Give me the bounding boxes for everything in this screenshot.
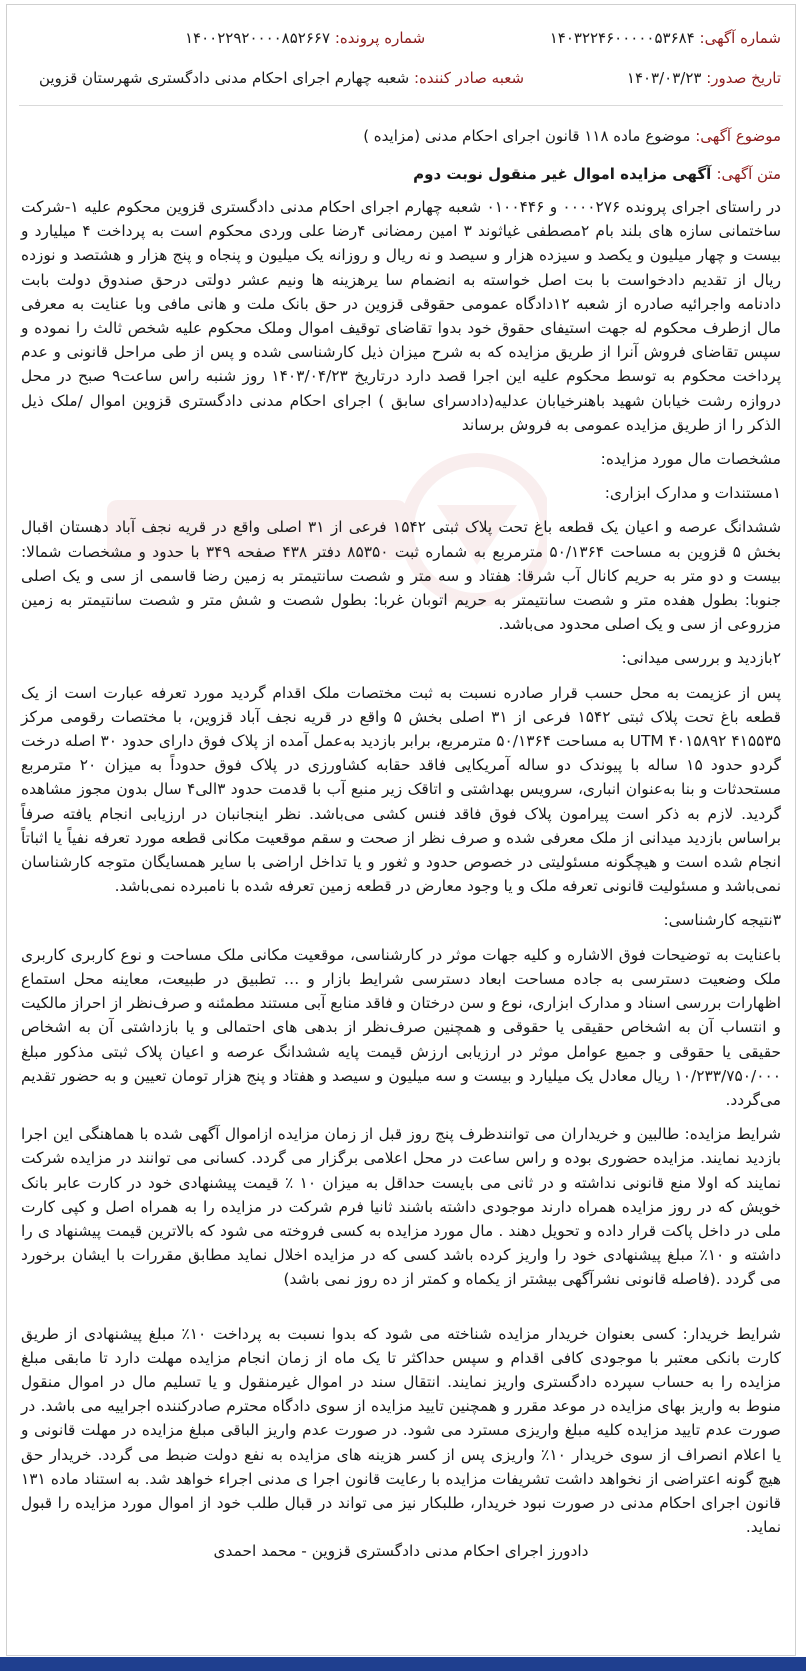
visit-paragraph: پس از عزیمت به محل حسب قرار صادره نسبت به ثبت مختصات ملک اقدام گردید مورد تعرفه عبارت است از یک قطعه باغ تحت پلاک ثبتی ۱۵۴۲ فرعی از ۳۱ اصلی بخش ۵ واقع در قریه نجف آباد قزوین، با مختصات رقومی مرکز ۴۱۵۵۳۵ UTM ۴۰۱۵۸۹۲ به مساحت ۵۰/۱۳۶۴ مترمربع، برابر بازدید به‌عمل آمده از پلاک فوق دارای حدود ۳۰ اصله درخت گردو حدود ۱۵ ساله با پیوندک دو ساله آمریکایی فاقد حقابه کشاورزی در پلاک فوق حدوداً به میزان ۲۰ مترمربع مستحدثات و بنا به‌عنوان انباری، سرویس بهداشتی و اتاقک زیر منبع آب با قدمت حدود ۳الی۴ سال بدون مجوز مشاهده گردید. لازم به ذکر است پیرامون پلاک فوق فاقد فنس کشی می‌باشد. نظر اینجانبان در ارزیابی انجام یافته صرفاً براساس بازدید میدانی از ملک معرفی شده و صرف نظر از صحت و سقم موقعیت مکانی قطعه مورد تعرفه نفیاً یا اثباتاً انجام شده است و هیچگونه مسئولیتی در خصوص حدود و ثغور و یا تداخل اراضی با سایر همسایگان متوجه کارشناسان نمی‌باشد و مسئولیت قانونی تعرفه ملک و یا وجود معارض در قطعه زمین تعرفه شده با نامبرده نمی‌باشد. — [21, 683, 782, 896]
docs-heading: ۱مستندات و مدارک ابزاری: — [604, 484, 781, 503]
visit-heading: ۲بازدید و بررسی میدانی: — [621, 649, 781, 668]
auction-terms-paragraph: شرایط مزایده: طالبین و خریداران می توانندظرف پنج روز قبل از زمان مزایده ازاموال آگهی شده با هماهنگی این اجرا بازدید نمایند. مزایده حضوری بوده و راس ساعت در محل اعلامی برگزار می گردد. کسانی می توانند در مزایده شرکت نمایند که اولا منع قانونی نداشته و در ثانی می بایست حداقل به میزان ۱۰ ٪ قیمت پیشنهادی خود در کارت عابر بانک خویش که در روز مزایده همراه دارند موجودی داشته باشند ثانیا فرم شرکت در مزایده را به همراه اصل و کپی کارت ملی در داخل پاکت قرار داده و تحویل دهند . مال مورد مزایده به کسی فروخته می شود که بالاترین قیمت پیشنهاد ی را داشته و ۱۰٪ مبلغ پیشنهادی خود را واریز کرده باشد کسی که در مزایده اخلال نماید مطابق مقررات با ایشان برخورد می گردد .(فاصله قانونی نشرآگهی بیشتر از یکماه و کمتر از ده روز نمی باشد) — [21, 1125, 782, 1289]
notice-number-label: شماره آگهی: — [699, 29, 781, 47]
docs-paragraph: ششدانگ عرصه و اعیان یک قطعه باغ تحت پلاک ثبتی ۱۵۴۲ فرعی از ۳۱ اصلی واقع در قریه نجف آباد دهستان اقبال بخش ۵ قزوین به مساحت ۵۰/۱۳۶۴ مترمربع به شماره ثبت ۸۵۳۵۰ دفتر ۴۳۸ صفحه ۳۴۹ با حدود و مشخصات شمالا: بیست و دو متر به حریم کانال آب شرقا: هفتاد و سه متر و شصت سانتیمتر به زمین رضا قاسمی از سی و یک اصلی جنوبا: بطول هفده متر و شصت سانتیمتر به حریم اتوبان غربا: بطول شصت و شش متر و شصت سانتیمتر به زمین مزروعی از سی و یک اصلی محدود می‌باشد. — [21, 518, 782, 634]
notice-text-heading — [413, 165, 781, 183]
subject-value: موضوع ماده ۱۱۸ قانون اجرای احکام مدنی (مزایده ) — [363, 127, 691, 145]
signature-line: دادورز اجرای احکام مدنی دادگستری قزوین - محمد احمدی — [213, 1542, 589, 1561]
issue-date-value: ۱۴۰۳/۰۳/۲۳ — [626, 69, 702, 87]
notice-body — [21, 195, 781, 1564]
case-number-label: شماره پرونده: — [334, 29, 426, 47]
issuer-field — [39, 69, 524, 87]
notice-frame — [6, 4, 796, 1656]
text-label: متن آگهی: — [716, 165, 781, 183]
case-number-value: ۱۴۰۰۲۲۹۲۰۰۰۰۸۵۲۶۶۷ — [185, 29, 331, 47]
issuer-label: شعبه صادر کننده: — [413, 69, 525, 87]
notice-number-value: ۱۴۰۳۲۲۴۶۰۰۰۰۰۵۳۶۸۴ — [549, 29, 695, 47]
intro-paragraph: در راستای اجرای پرونده ۰۰۰۰۲۷۶ و ۰۱۰۰۴۴۶ شعبه چهارم اجرای احکام مدنی دادگستری قزوین محکوم علیه ۱-شرکت ساختمانی سازه های بلند بام ۲مصطفی غیاثوند ۳ امین رمضانی ۴رضا علی وردی محکوم است به پرداخت ۴ میلیارد و بیست و چهار میلیون و یکصد و سیزده هزار و سیصد و نه ریال و روزانه یک میلیون و پنجاه و پنج هزار و هشتصد و نوزده ریال از تقدیم دادخواست با بت اصل خواسته به انضمام سا یرهزینه ها ونیم عشر دولتی درحق صندوق دولت بابت دادنامه واجرائیه صادره از شعبه ۱۲دادگاه عمومی حقوقی قزوین در حق بانک ملت و هانی مافی وبا عنایت به معرفی مال ازطرف محکوم له جهت استیفای حقوق خود بدوا تقاضای توقیف اموال وملک محکوم علیه شخص ثالث را نموده و سپس تقاضای فروش آنرا از طریق مزایده که به شرح میزان ذیل کارشناسی شده و پس از طی مراحل قانونی و عدم پرداخت محکوم به توسط محکوم علیه این اجرا قصد دارد درتاریخ ۱۴۰۳/۰۴/۲۳ روز شنبه راس ساعت۹ صبح در محل دروازه رشت خیابان شهید باهنرخیابان عدلیه(دادسرای سابق ) اجرای احکام مدنی دادگستری قزوین اموال /ملک ذیل الذکر را از طریق مزایده عمومی به فروش برساند — [21, 198, 781, 434]
notice-title: آگهی مزایده اموال غیر منقول نوبت دوم — [413, 165, 712, 183]
buyer-terms-paragraph: شرایط خریدار: کسی بعنوان خریدار مزایده شناخته می شود که بدوا نسبت به پرداخت ۱۰٪ مبلغ پیشنهادی از طریق کارت بانکی معتبر با موجودی کافی اقدام و سپس حداکثر تا یک ماه از زمان انجام مزایده مهلت دارد تا مابقی مبلغ مزایده را به حساب سپرده دادگستری واریز نمایند. انتقال سند در اموال غیرمنقول و یا تسلیم مال در اموال منقول منوط به واریز بهای مزایده در موعد مقرر و همچنین تایید مزایده از سوی دادگاه محترم صادرکننده اجراییه می باشد. در صورت عدم تایید مزایده کلیه مبلغ واریزی مسترد می شود. در صورت عدم واریز الباقی مبلغ مزایده در مهلت قانونی و یا اعلام انصراف از سوی خریدار ۱۰٪ واریزی پس از کسر هزینه های مزایده به نفع دولت ضبط می گردد. خریدار حق هیچ گونه اعتراضی از نخواهد داشت تشریفات مزایده با رعایت قانون اجرا ی مدنی اجراء خواهد شد. به استناد ماده ۱۳۱ قانون اجرای احکام مدنی در صورت نبود خریدار، طلبکار نیز می تواند در قبال طلب خود از اموال مورد مزایده را قبول نماید. — [21, 1324, 781, 1537]
case-number-field — [185, 29, 425, 47]
bottom-bar — [0, 1657, 806, 1671]
result-paragraph: باعنایت به توضیحات فوق الاشاره و کلیه جهات موثر در کارشناسی، موقعیت مکانی ملک مساحت و نوع کاربری کاربری ملک وضعیت دسترسی به جاده مساحت ابعاد دسترسی شرایط بازار و … تطبیق در طبیعت، معاینه محل استماع اظهارات بررسی اسناد و مدارک ابزاری، نوع و سن درختان و فاقد منابع آبی مستند مطمئنه و صرف‌نظر از احراز مالکیت و انتساب آن به اشخاص حقیقی یا حقوقی و همچنین صرف‌نظر از بدهی های احتمالی و یا بازداشتی آن به اشخاص حقیقی یا حقوقی و جمیع عوامل موثر در ارزیابی ارزش قیمت پایه ششدانگ عرصه و اعیان پلاک ثبتی مذکور مبلغ ۱۰/۲۳۳/۷۵۰/۰۰۰ ریال معادل یک میلیارد و بیست و سه میلیون و سیصد و هفتاد و پنج هزار تومان تعیین و به حضور تقدیم می‌گردد. — [21, 945, 781, 1109]
notice-subject — [363, 127, 781, 145]
subject-label: موضوع آگهی: — [695, 127, 781, 145]
issuer-value: شعبه چهارم اجرای احکام مدنی دادگستری شهرستان قزوین — [39, 69, 410, 87]
notice-number-field — [550, 29, 781, 47]
specs-heading: مشخصات مال مورد مزایده: — [600, 450, 781, 469]
issue-date-field — [627, 69, 781, 87]
result-heading: ۳نتیجه کارشناسی: — [663, 911, 781, 930]
header-divider — [19, 105, 783, 106]
issue-date-label: تاریخ صدور: — [706, 69, 781, 87]
